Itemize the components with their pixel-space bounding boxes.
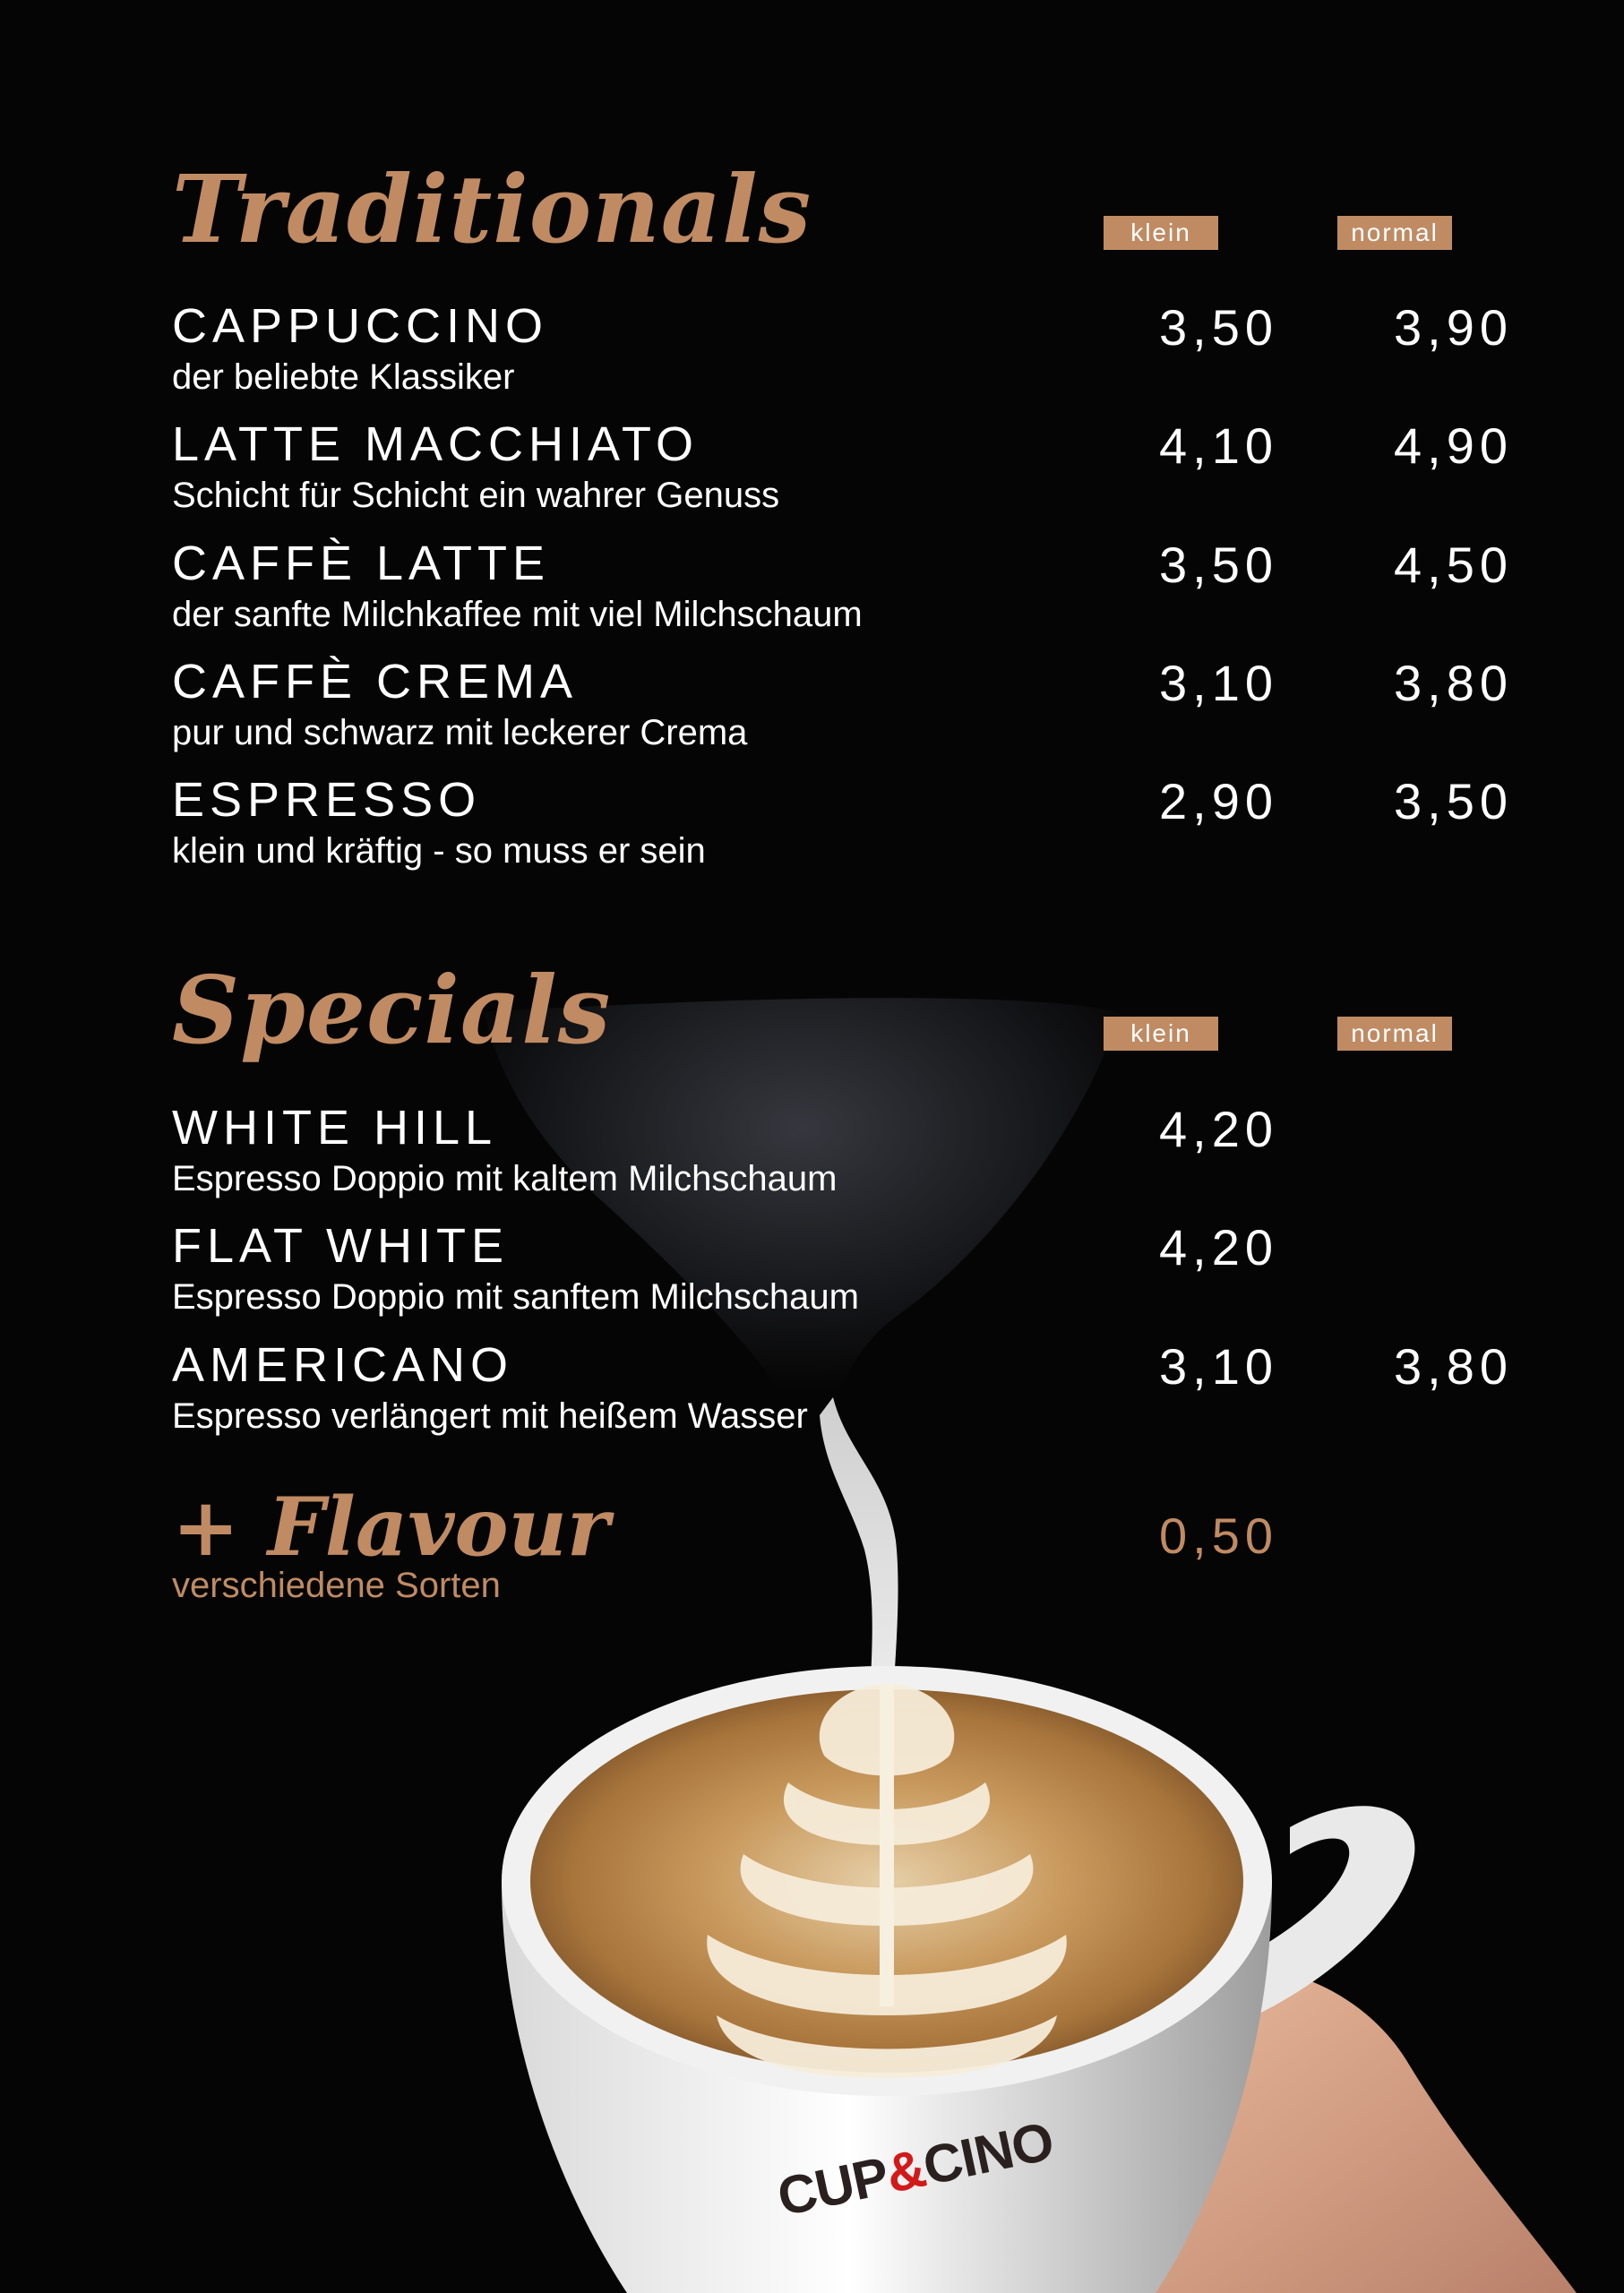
price-normal: 3,50 xyxy=(1394,773,1513,829)
item-description: Espresso Doppio mit kaltem Milchschaum xyxy=(172,1159,838,1198)
price-klein: 2,90 xyxy=(1159,773,1278,829)
price-normal: 3,90 xyxy=(1394,299,1513,356)
size-label-normal: normal xyxy=(1337,1017,1452,1051)
menu-item xyxy=(172,1218,1462,1333)
menu-item xyxy=(172,1100,1462,1215)
item-name: LATTE MACCHIATO xyxy=(172,417,700,471)
price-klein: 3,50 xyxy=(1159,299,1278,356)
section-title-traditionals: Traditionals xyxy=(172,154,812,264)
price-klein: 4,10 xyxy=(1159,417,1278,474)
price-klein: 3,50 xyxy=(1159,537,1278,593)
menu-item xyxy=(172,654,1513,769)
item-name: CAFFÈ CREMA xyxy=(172,655,579,709)
flavour-addon xyxy=(172,1480,1462,1614)
price-klein: 4,20 xyxy=(1159,1219,1278,1275)
price-normal: 4,90 xyxy=(1394,417,1513,474)
item-name: ESPRESSO xyxy=(172,773,482,827)
price-normal: 4,50 xyxy=(1394,537,1513,593)
flavour-description: verschiedene Sorten xyxy=(172,1566,501,1605)
item-name: AMERICANO xyxy=(172,1338,514,1392)
item-description: Espresso verlängert mit heißem Wasser xyxy=(172,1396,808,1436)
item-name: CAPPUCCINO xyxy=(172,299,549,353)
item-description: Espresso Doppio mit sanftem Milchschaum xyxy=(172,1277,859,1317)
price-klein: 4,20 xyxy=(1159,1101,1278,1157)
menu-item xyxy=(172,298,1513,413)
menu-item xyxy=(172,1337,1513,1452)
price-normal: 3,80 xyxy=(1394,655,1513,711)
item-name: FLAT WHITE xyxy=(172,1219,510,1273)
item-description: klein und kräftig - so muss er sein xyxy=(172,831,706,871)
item-description: der beliebte Klassiker xyxy=(172,357,515,397)
brand-part-1: CUP xyxy=(772,2145,894,2228)
flavour-title: + Flavour xyxy=(172,1480,610,1575)
size-label-normal: normal xyxy=(1337,216,1452,250)
brand-part-2: CINO xyxy=(917,2110,1059,2197)
size-label-klein: klein xyxy=(1104,216,1218,250)
section-title-specials: Specials xyxy=(172,955,612,1065)
item-description: pur und schwarz mit leckerer Crema xyxy=(172,713,748,752)
menu-item xyxy=(172,417,1513,531)
price-klein: 3,10 xyxy=(1159,655,1278,711)
price-normal: 3,80 xyxy=(1394,1338,1513,1395)
brand-ampersand: & xyxy=(881,2137,931,2205)
menu-item xyxy=(172,536,1513,650)
item-name: CAFFÈ LATTE xyxy=(172,537,551,590)
size-label-klein: klein xyxy=(1104,1017,1218,1051)
flavour-price: 0,50 xyxy=(1159,1507,1278,1564)
item-description: Schicht für Schicht ein wahrer Genuss xyxy=(172,476,780,515)
item-name: WHITE HILL xyxy=(172,1101,498,1155)
menu-item xyxy=(172,772,1513,887)
price-klein: 3,10 xyxy=(1159,1338,1278,1395)
item-description: der sanfte Milchkaffee mit viel Milchschaum xyxy=(172,595,863,634)
